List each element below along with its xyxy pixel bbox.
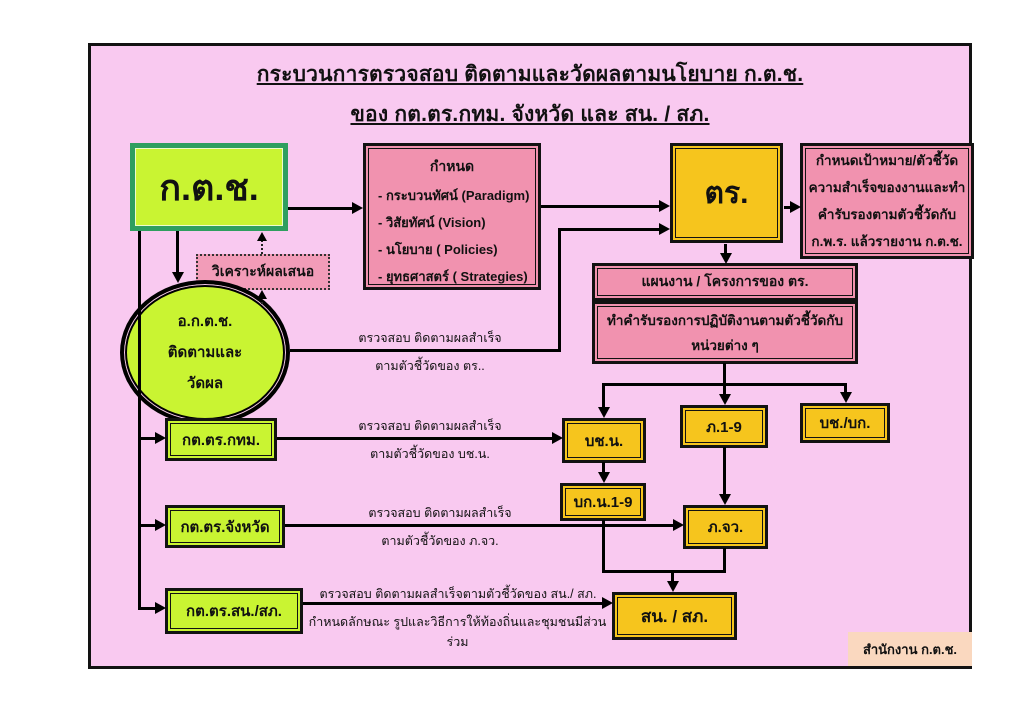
node-ktprov [165, 505, 285, 548]
node-tor-label: ตร. [704, 176, 749, 210]
arrowhead-ktch-to-subcommittee [172, 272, 184, 283]
arrowhead-riser-to-tor [659, 223, 670, 235]
node-target-line4: ก.พ.ร. แล้วรายงาน ก.ต.ช. [811, 234, 963, 249]
arrowhead-branch-to-bchbk [840, 392, 852, 403]
edge-label-to-phujw-line2: ตามตัวชี้วัดของ ภ.จว. [381, 534, 499, 548]
node-subcommittee-line2: ติดตามและ [167, 344, 243, 361]
arrow-spine-to-ktprov [138, 524, 155, 527]
arrowhead-ktch-to-kamnod [352, 202, 363, 214]
footer-office-label: สำนักงาน ก.ต.ช. [862, 641, 958, 657]
arrowhead-branch-to-bchn [598, 407, 610, 418]
arrowhead-spine-to-ktstn [155, 602, 166, 614]
arrowhead-tor-to-target [790, 201, 801, 213]
arrowhead-analyze-to-ktch [257, 232, 267, 241]
arrowhead-bchn-to-bkn19 [598, 472, 610, 483]
node-kamnod-item-3: - นโยบาย ( Policies) [378, 242, 498, 257]
node-kamnod [363, 143, 541, 290]
node-phu19 [680, 405, 768, 448]
edge-label-to-phujw-line1: ตรวจสอบ ติดตามผลสำเร็จ [368, 506, 512, 520]
arrow-ktbkk-to-bchn [277, 437, 552, 440]
node-ktstn-label: กต.ตร.สน./สภ. [186, 603, 282, 620]
node-phu19-label: ภ.1-9 [706, 418, 742, 436]
edge-label-to-snsp-line2: กำหนดลักษณะ รูปและวิธีการให้ท้องถิ่นและชุมชนมีส่วนร่วม [308, 615, 607, 649]
arrowhead-join-to-snsp [667, 581, 679, 592]
arrowhead-kamnod-to-tor [659, 200, 670, 212]
node-subcommittee-line3: วัดผล [186, 375, 224, 392]
node-tor [670, 143, 783, 243]
edge-label-to-bchn-line1: ตรวจสอบ ติดตามผลสำเร็จ [358, 419, 502, 433]
node-snsp-label: สน. / สภ. [640, 606, 709, 626]
node-phujw-label: ภ.จว. [707, 519, 744, 536]
node-target-line1: กำหนดเป้าหมาย/ตัวชี้วัด [815, 153, 959, 168]
node-kortorchor-label: ก.ต.ช. [159, 166, 259, 208]
node-subcommittee [120, 280, 290, 425]
node-subcommittee-line1: อ.ก.ต.ช. [177, 313, 233, 330]
arrowhead-branch-to-phu19 [719, 394, 731, 405]
node-bchn-label: บช.น. [584, 432, 624, 450]
node-plan-label: แผนงาน / โครงการของ ตร. [641, 273, 809, 289]
arrow-branch-to-bchn [602, 383, 605, 408]
arrow-spine-to-ktbkk [138, 437, 155, 440]
arrowhead-tor-to-plan [720, 253, 732, 264]
node-bchbk-label: บช./บก. [819, 415, 871, 432]
arrowhead-ktbkk-to-bchn [552, 432, 563, 444]
edge-label-to-tor-line2: ตามตัวชี้วัดของ ตร.. [375, 359, 485, 373]
arrow-riser-to-tor [561, 228, 659, 231]
line-left-spine [138, 231, 141, 610]
node-analyze-label: วิเคราะห์ผลเสนอ [211, 263, 315, 279]
line-riser-vertical [558, 228, 561, 352]
diagram-title-line2: ของ กต.ตร.กทม. จังหวัด และ สน. / สภ. [350, 103, 710, 126]
node-bkn19 [560, 483, 646, 521]
edge-label-to-bchn-line2: ตามตัวชี้วัดของ บช.น. [370, 447, 490, 461]
arrow-ktch-to-subcommittee [176, 231, 179, 273]
arrowhead-ktprov-to-phujw [673, 519, 684, 531]
arrowhead-subcommittee-to-analyze [257, 290, 267, 299]
node-agreement [592, 301, 858, 364]
node-ktstn [165, 588, 303, 634]
arrow-ktch-to-kamnod [288, 207, 352, 210]
arrow-kamnod-to-tor [541, 205, 659, 208]
node-kortorchor [130, 143, 288, 231]
node-snsp [612, 592, 737, 640]
node-ktbkk [165, 418, 277, 461]
line-agreement-down [723, 363, 726, 385]
node-plan [592, 263, 858, 301]
node-target-line3: คำรับรองตามตัวชี้วัดกับ [817, 207, 957, 222]
node-bchn [562, 418, 646, 463]
node-ktbkk-label: กต.ตร.กทม. [182, 431, 260, 449]
arrowhead-phu19-to-phujw [719, 494, 731, 505]
node-target [800, 143, 974, 259]
arrowhead-spine-to-ktprov [155, 519, 166, 531]
node-agreement-line2: หน่วยต่าง ๆ [691, 337, 759, 353]
node-kamnod-title: กำหนด [429, 158, 475, 174]
node-ktprov-label: กต.ตร.จังหวัด [180, 518, 270, 536]
node-kamnod-item-1: - กระบวนทัศน์ (Paradigm) [378, 188, 530, 203]
node-target-line2: ความสำเร็จของงานและทำ [808, 180, 966, 195]
line-subcommittee-to-riser [290, 349, 560, 352]
diagram-title-line1: กระบวนการตรวจสอบ ติดตามและวัดผลตามนโยบาย ก.ต.ช. [256, 63, 804, 86]
node-bchbk [800, 403, 890, 443]
arrow-ktprov-to-phujw [285, 524, 673, 527]
arrow-spine-to-ktstn [138, 607, 155, 610]
node-kamnod-item-2: - วิสัยทัศน์ (Vision) [378, 215, 486, 230]
node-kamnod-item-4: - ยุทธศาสตร์ ( Strategies) [378, 269, 528, 284]
arrowhead-spine-to-ktbkk [155, 432, 166, 444]
edge-label-to-tor-line1: ตรวจสอบ ติดตามผลสำเร็จ [358, 331, 502, 345]
edge-label-to-snsp-line1: ตรวจสอบ ติดตามผลสำเร็จตามตัวชี้วัดของ สน./ สภ. [319, 587, 597, 601]
node-phujw [683, 505, 768, 549]
node-agreement-line1: ทำคำรับรองการปฏิบัติงานตามตัวชี้วัดกับ [606, 312, 844, 328]
line-phujw-down [723, 548, 726, 572]
line-bkn19-down [602, 520, 605, 573]
arrow-phu19-to-phujw [723, 447, 726, 495]
line-join-horizontal [602, 570, 726, 573]
footer-office-badge [848, 632, 972, 666]
node-bkn19-label: บก.น.1-9 [573, 494, 633, 511]
